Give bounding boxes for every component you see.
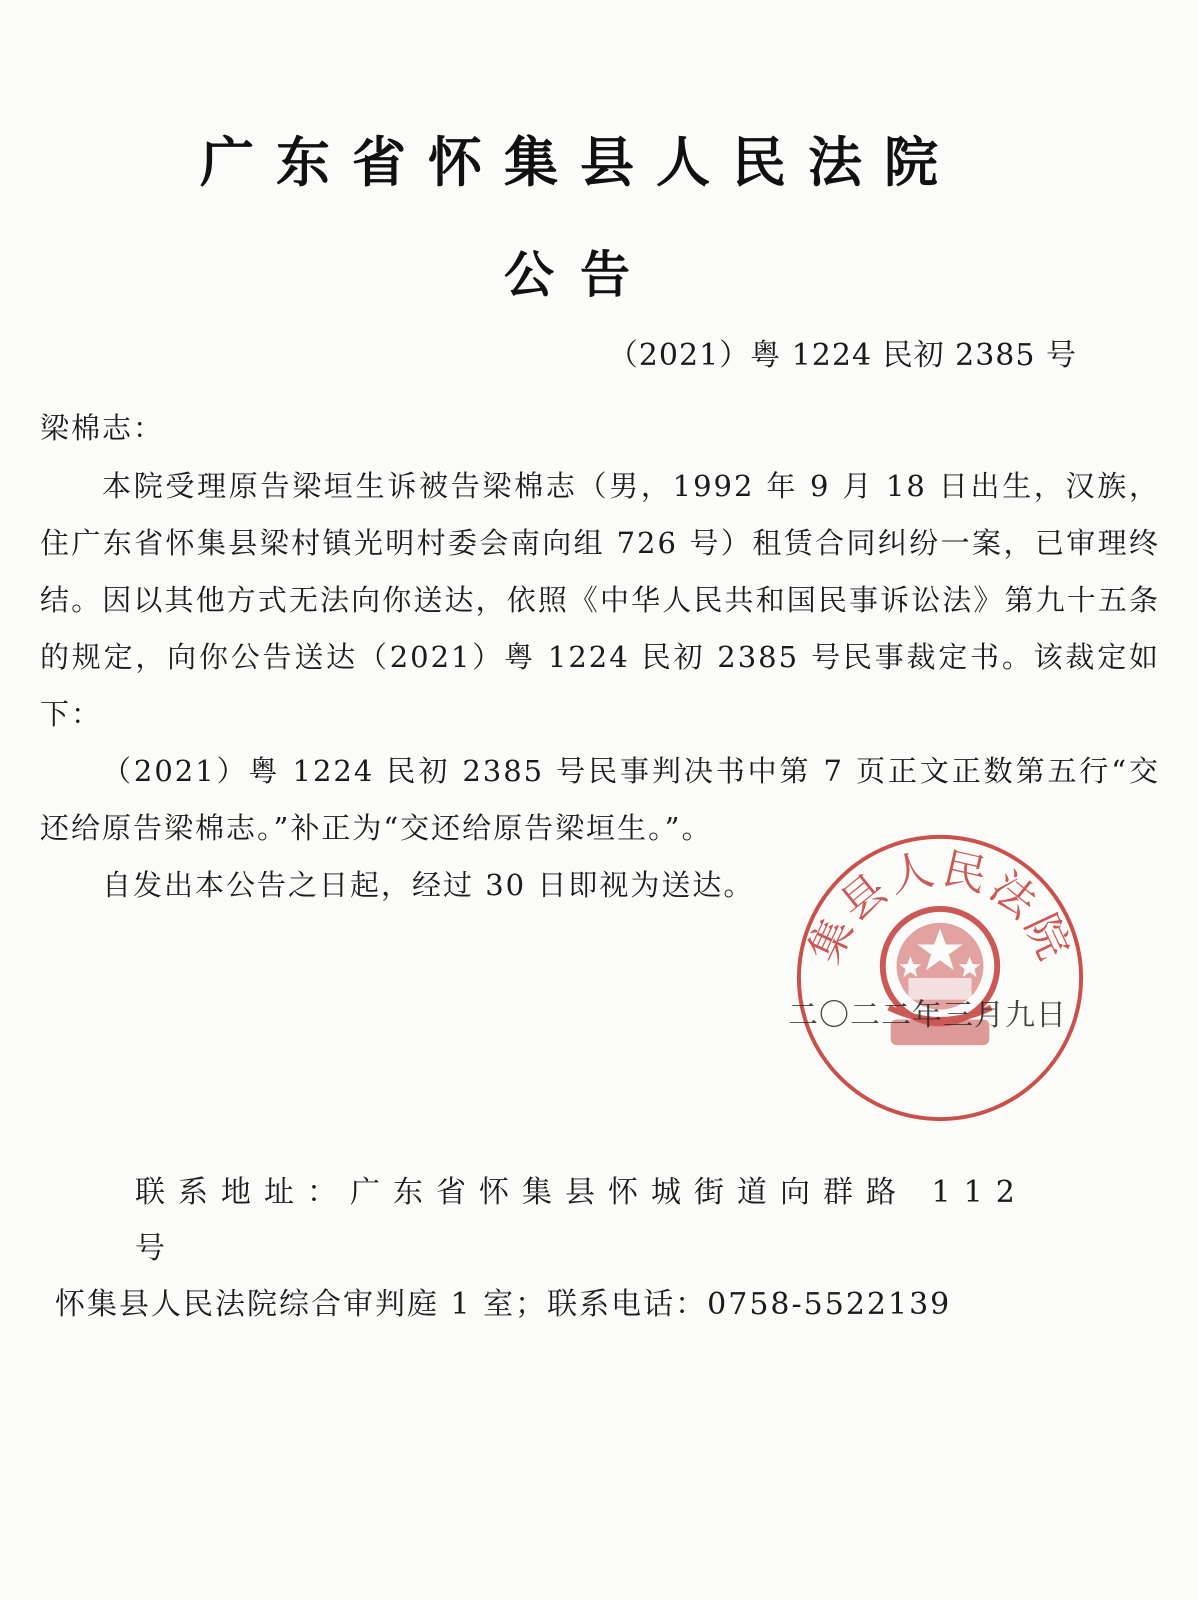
contact-info [55, 1165, 1055, 1333]
document-type-heading: 公告 [504, 246, 656, 304]
addressee-greeting: 梁棉志： [40, 411, 165, 445]
seal-date: 二〇二二年三月九日 [788, 998, 1067, 1033]
contact-office-phone: 怀集县人民法院综合审判庭 1 室；联系电话：0758-5522139 [55, 1287, 952, 1322]
svg-text:集县人民法院: 集县人民法院 [799, 843, 1081, 971]
court-seal [792, 830, 1088, 1126]
paragraph-case-summary: 本院受理原告梁垣生诉被告梁棉志（男，1992 年 9 月 18 日出生，汉族，住广东省怀集县梁村镇光明村委会南向组 726 号）租赁合同纠纷一案，已审理终结。因以其他方式无法向你送达，依照《中华人民共和国民事诉讼法》第九十五条的规定，向你公告送达（2021）粤 1224 民初 2385 号民事裁定书。该裁定如下： [40, 469, 1160, 731]
case-number: （2021）粤 1224 民初 2385 号 [607, 338, 1077, 373]
paragraph-service-period: 自发出本公告之日起，经过 30 日即视为送达。 [102, 868, 755, 902]
paragraph-correction: （2021）粤 1224 民初 2385 号民事判决书中第 7 页正文正数第五行“交还给原告梁棉志。”补正为“交还给原告梁垣生。”。 [40, 754, 1160, 845]
contact-address: 联系地址：广东省怀集县怀城街道向群路 112 号 [135, 1175, 1028, 1266]
court-name: 广东省怀集县人民法院 [200, 131, 960, 194]
